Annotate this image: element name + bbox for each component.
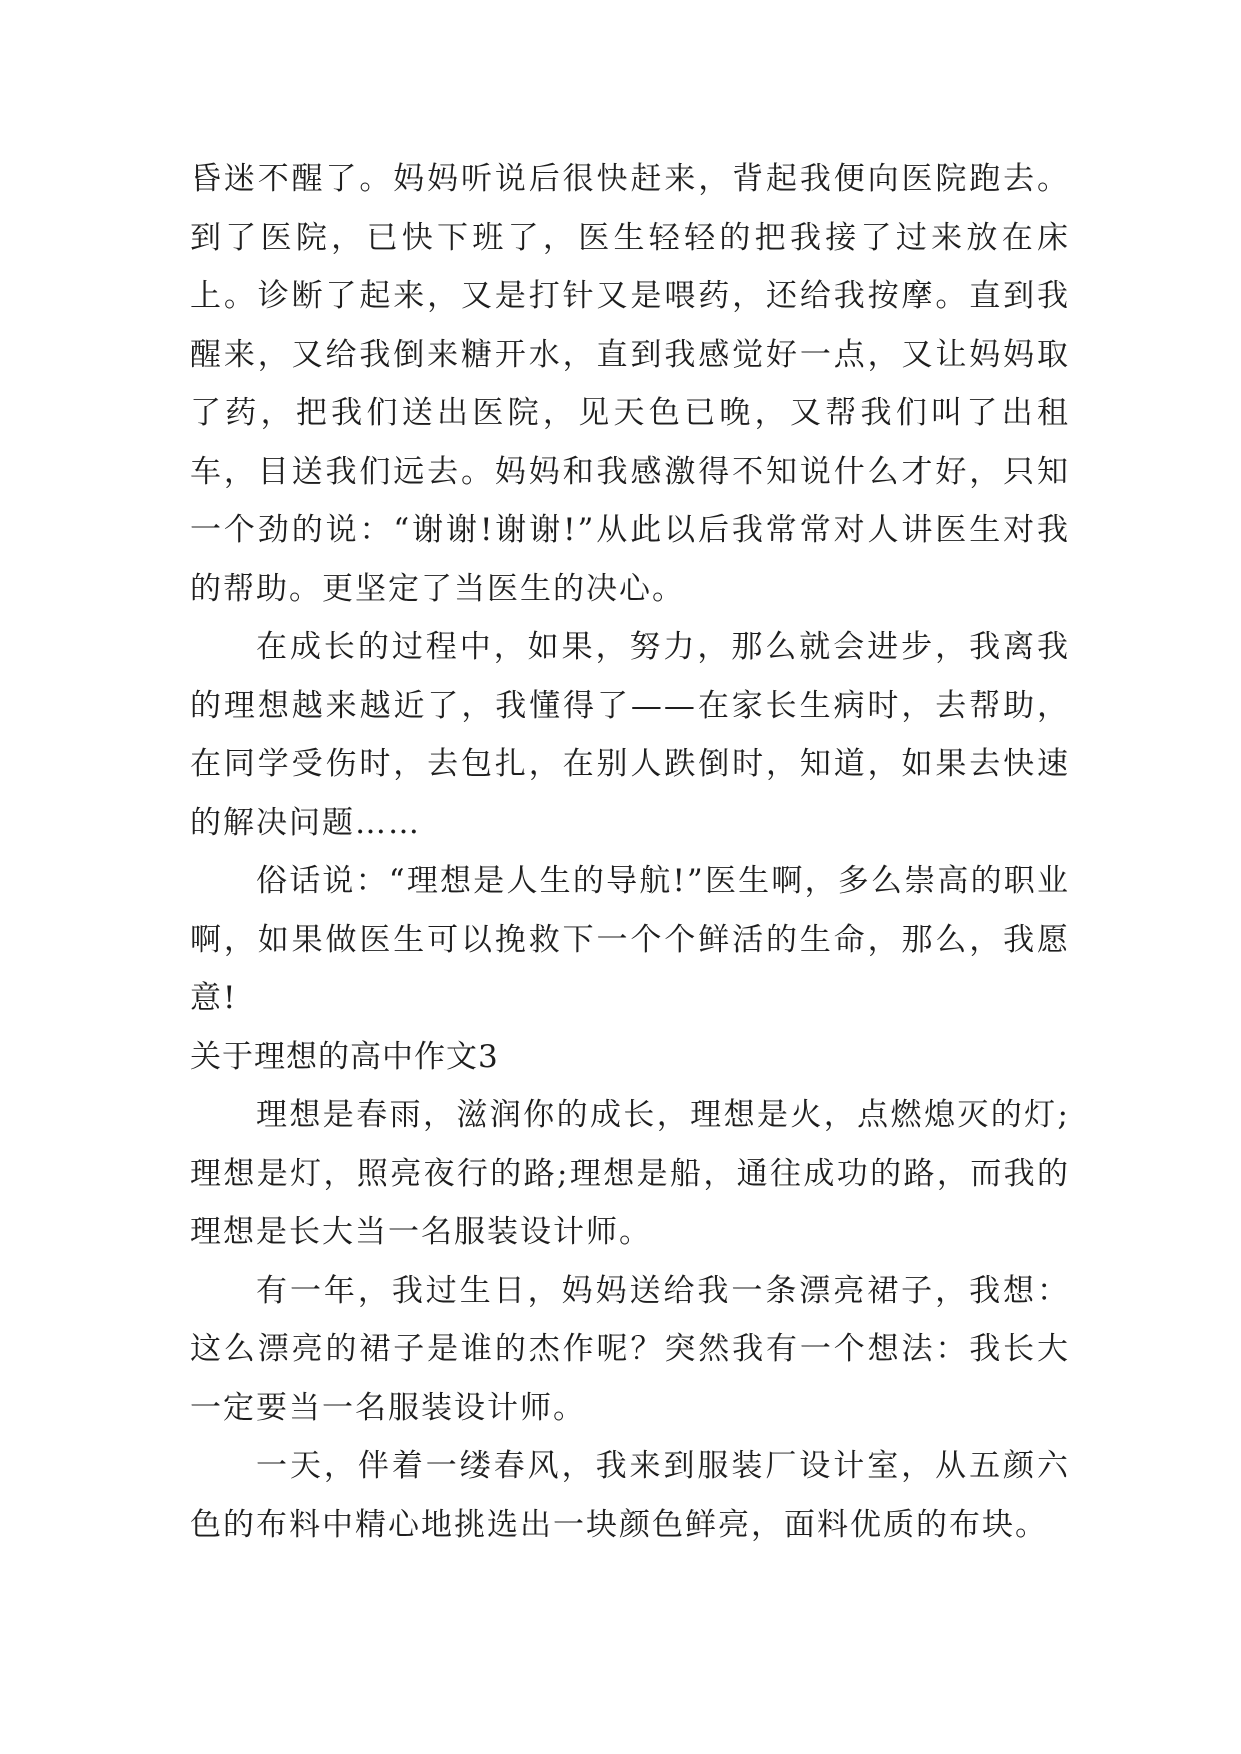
paragraph-hospital: 昏迷不醒了。妈妈听说后很快赶来，背起我便向医院跑去。到了医院，已快下班了，医生轻轻的把我接了过来放在床上。诊断了起来，又是打针又是喂药，还给我按摩。直到我醒来，又给我倒来糖开水，直到我感觉好一点，又让妈妈取了药，把我们送出医院，见天色已晚，又帮我们叫了出租车，目送我们远去。妈妈和我感激得不知说什么才好，只知一个劲的说：“谢谢!谢谢!”从此以后我常常对人讲医生对我的帮助。更坚定了当医生的决心。	[190, 161, 1070, 607]
section-title: 关于理想的高中作文3	[190, 1038, 499, 1075]
paragraph-ideal-metaphor: 理想是春雨，滋润你的成长，理想是火，点燃熄灭的灯;理想是灯，照亮夜行的路;理想是船，通往成功的路，而我的理想是长大当一名服装设计师。	[190, 1097, 1070, 1250]
paragraph-growth: 在成长的过程中，如果，努力，那么就会进步，我离我的理想越来越近了，我懂得了——在家长生病时，去帮助，在同学受伤时，去包扎，在别人跌倒时，知道，如果去快速的解决问题……	[190, 629, 1070, 841]
paragraph-birthday: 有一年，我过生日，妈妈送给我一条漂亮裙子，我想：这么漂亮的裙子是谁的杰作呢？突然我有一个想法：我长大一定要当一名服装设计师。	[190, 1272, 1070, 1426]
document-page	[190, 150, 1070, 1554]
paragraph-proverb: 俗话说：“理想是人生的导航!”医生啊，多么崇高的职业啊，如果做医生可以挽救下一个个鲜活的生命，那么，我愿意!	[190, 863, 1070, 1016]
paragraph-design-room: 一天，伴着一缕春风，我来到服装厂设计室，从五颜六色的布料中精心地挑选出一块颜色鲜亮，面料优质的布块。	[190, 1448, 1070, 1543]
